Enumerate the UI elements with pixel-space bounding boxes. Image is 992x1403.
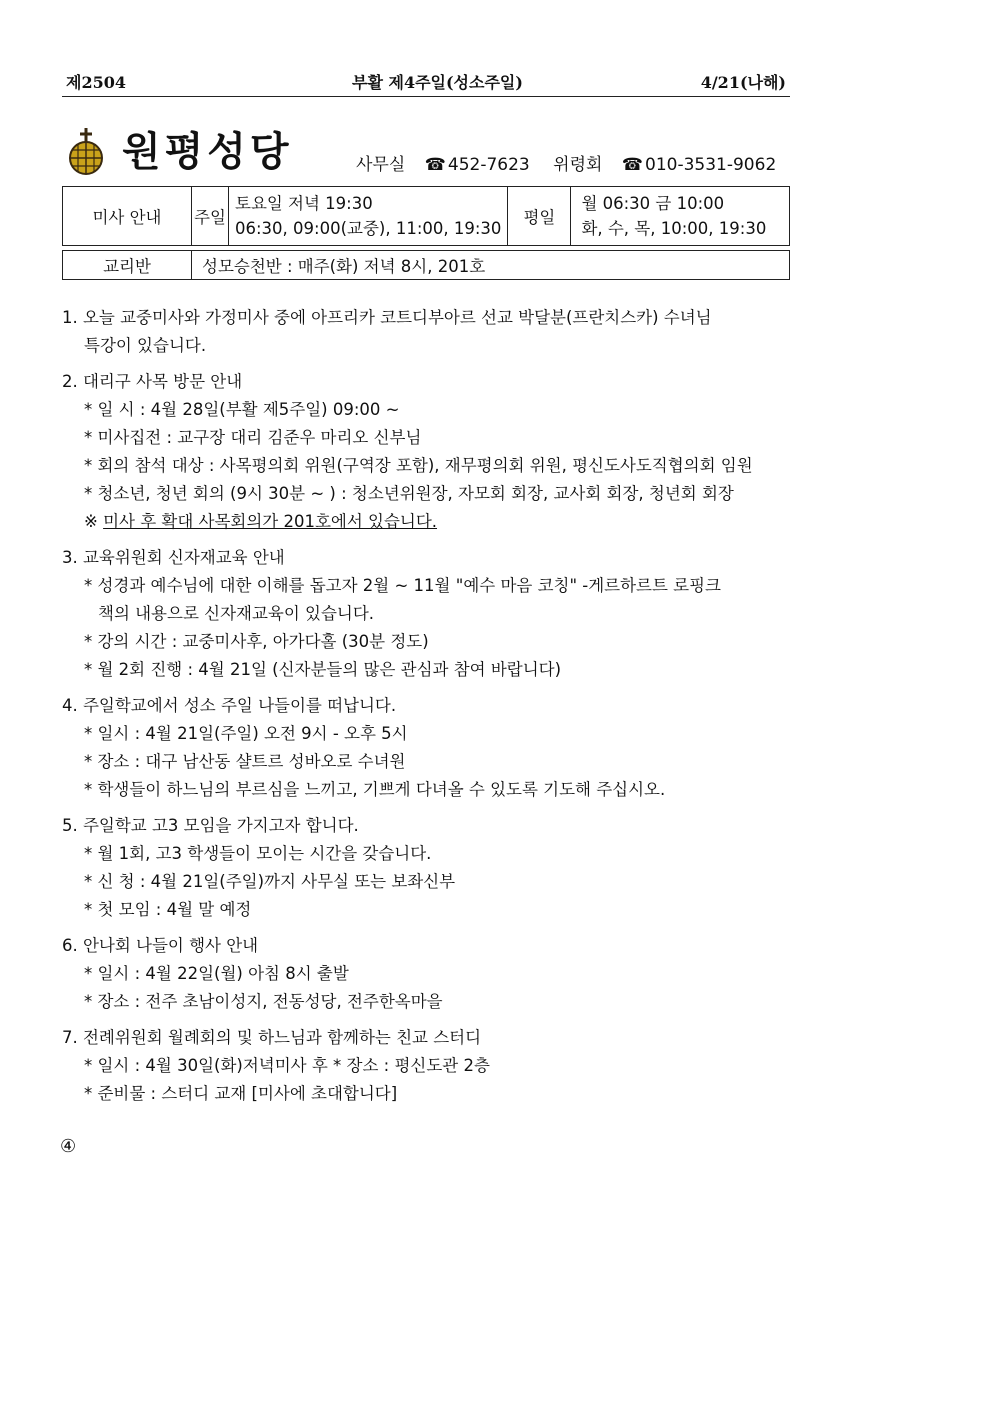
announcement-continuation: 특강이 있습니다. <box>84 336 207 355</box>
bulletin-header <box>62 68 790 97</box>
announcement-7 <box>62 1024 802 1108</box>
phone-icon: ☎ <box>621 155 644 175</box>
issue-number: 제2504 <box>66 73 126 92</box>
catechism-value: 성모승천반 : 매주(화) 저녁 8시, 201호 <box>192 251 790 280</box>
announcement-title: 4. 주일학교에서 성소 주일 나들이를 떠납니다. <box>62 696 397 715</box>
weekday-label: 평일 <box>508 187 571 246</box>
list-item: * 장소 : 전주 초남이성지, 전동성당, 전주한옥마을 <box>84 992 443 1011</box>
mass-label: 미사 안내 <box>63 187 192 246</box>
sunday-line-1: 토요일 저녁 19:30 <box>235 194 373 213</box>
list-item: * 학생들이 하느님의 부르심을 느끼고, 기쁘게 다녀올 수 있도록 기도해 주십시오. <box>84 780 666 799</box>
page-number: ④ <box>60 1136 77 1157</box>
list-item: * 월 2회 진행 : 4월 21일 (신자분들의 많은 관심과 참여 바랍니다) <box>84 660 562 679</box>
chair-phone: 010-3531-9062 <box>645 155 777 175</box>
catechism-label: 교리반 <box>63 251 192 280</box>
announcement-3 <box>62 544 802 684</box>
note-mark: ※ <box>84 512 98 531</box>
contact-info <box>356 150 776 175</box>
list-item: * 회의 참석 대상 : 사목평의회 위원(구역장 포함), 재무평의회 위원, 평신도사도직협의회 임원 <box>84 456 753 475</box>
list-item: * 성경과 예수님에 대한 이해를 돕고자 2월 ~ 11월 "예수 마음 코칭" -게르하르트 로핑크 <box>84 576 721 595</box>
list-item: * 장소 : 대구 남산동 샬트르 성바오로 수녀원 <box>84 752 406 771</box>
office-label: 사무실 <box>356 155 406 175</box>
announcement-title: 7. 전례위원회 월례회의 및 하느님과 함께하는 친교 스터디 <box>62 1028 482 1047</box>
announcement-title: 3. 교육위원회 신자재교육 안내 <box>62 548 285 567</box>
office-phone: 452-7623 <box>447 155 530 175</box>
list-item: * 첫 모임 : 4월 말 예정 <box>84 900 252 919</box>
list-item: * 신 청 : 4월 21일(주일)까지 사무실 또는 보좌신부 <box>84 872 456 891</box>
list-item-continuation: 책의 내용으로 신자재교육이 있습니다. <box>98 604 375 623</box>
list-item: * 준비물 : 스터디 교재 [미사에 초대합니다] <box>84 1084 398 1103</box>
announcements <box>62 304 802 1116</box>
announcement-6 <box>62 932 802 1016</box>
mass-schedule-table <box>62 186 790 280</box>
announcement-2 <box>62 368 802 536</box>
chair-label: 위령회 <box>553 155 603 175</box>
sunday-label: 주일 <box>192 187 229 246</box>
church-logo-icon <box>64 126 108 176</box>
list-item: * 일시 : 4월 22일(월) 아침 8시 출발 <box>84 964 349 983</box>
church-banner <box>62 124 790 180</box>
list-item: * 미사집전 : 교구장 대리 김준우 마리오 신부님 <box>84 428 422 447</box>
note-line <box>62 508 802 536</box>
announcement-1 <box>62 304 802 360</box>
announcement-title: 2. 대리구 사목 방문 안내 <box>62 372 243 391</box>
list-item: * 일 시 : 4월 28일(부활 제5주일) 09:00 ~ <box>84 400 400 419</box>
bulletin-date: 4/21(나해) <box>700 73 786 92</box>
announcement-title: 6. 안나회 나들이 행사 안내 <box>62 936 259 955</box>
list-item: * 청소년, 청년 회의 (9시 30분 ~ ) : 청소년위원장, 자모회 회장, 교사회 회장, 청년회 회장 <box>84 484 734 503</box>
announcement-5 <box>62 812 802 924</box>
list-item: * 월 1회, 고3 학생들이 모이는 시간을 갖습니다. <box>84 844 432 863</box>
weekday-line-1: 월 06:30 금 10:00 <box>581 194 725 213</box>
sunday-times <box>229 187 508 246</box>
list-item: * 강의 시간 : 교중미사후, 아가다홀 (30분 정도) <box>84 632 429 651</box>
sunday-line-2: 06:30, 09:00(교중), 11:00, 19:30 <box>235 219 502 238</box>
weekday-times <box>571 187 790 246</box>
liturgical-title: 부활 제4주일(성소주일) <box>352 73 523 92</box>
announcement-title: 5. 주일학교 고3 모임을 가지고자 합니다. <box>62 816 359 835</box>
announcement-4 <box>62 692 802 804</box>
weekday-line-2: 화, 수, 목, 10:00, 19:30 <box>581 219 767 238</box>
note-text: 미사 후 확대 사목회의가 201호에서 있습니다. <box>103 512 438 531</box>
church-name: 원평성당 <box>122 129 293 175</box>
phone-icon: ☎ <box>424 155 446 175</box>
list-item: * 일시 : 4월 30일(화)저녁미사 후 * 장소 : 평신도관 2층 <box>84 1056 490 1075</box>
list-item: * 일시 : 4월 21일(주일) 오전 9시 - 오후 5시 <box>84 724 408 743</box>
announcement-title: 1. 오늘 교중미사와 가정미사 중에 아프리카 코트디부아르 선교 박달분(프란치스카) 수녀님 <box>62 308 712 327</box>
